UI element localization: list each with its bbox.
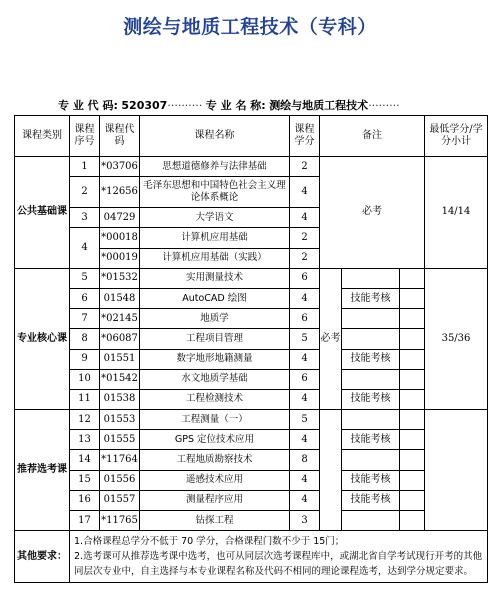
course-note (342, 511, 400, 531)
course-name: 遥感技术应用 (140, 470, 290, 490)
course-name: 工程测量（一） (140, 410, 290, 430)
course-name: 水文地质学基础 (140, 369, 290, 389)
course-code: 01555 (100, 430, 140, 450)
course-code: *12656 (100, 177, 140, 208)
course-note: 技能考核 (342, 389, 400, 409)
course-credit: 4 (290, 177, 320, 208)
course-credit: 6 (290, 309, 320, 329)
note-extra (400, 349, 425, 369)
header-seq: 课程序号 (70, 116, 100, 157)
course-name: 实用测量技术 (140, 268, 290, 288)
header-name: 课程名称 (140, 116, 290, 157)
course-code: 04729 (100, 208, 140, 228)
header-credit: 课程学分 (290, 116, 320, 157)
course-name: AutoCAD 绘图 (140, 288, 290, 308)
course-code: 01538 (100, 389, 140, 409)
dots: ·········· (167, 99, 203, 112)
other-requirements-text (70, 531, 488, 583)
page-title: 测绘与地质工程技术（专科） (123, 16, 377, 38)
course-credit: 2 (290, 157, 320, 177)
course-name: 计算机应用基础（实践） (140, 248, 290, 268)
min-credit (425, 410, 488, 531)
course-code: *11764 (100, 450, 140, 470)
course-credit: 4 (290, 288, 320, 308)
note-extra (400, 268, 425, 288)
course-code: 01548 (100, 288, 140, 308)
major-code-line (58, 97, 478, 113)
course-name: 思想道德修养与法律基础 (140, 157, 290, 177)
course-credit: 4 (290, 389, 320, 409)
dots: ········· (368, 99, 400, 112)
course-note (342, 309, 400, 329)
course-credit: 4 (290, 430, 320, 450)
course-seq: 15 (70, 470, 100, 490)
course-seq: 14 (70, 450, 100, 470)
course-credit: 2 (290, 248, 320, 268)
course-name: 工程项目管理 (140, 329, 290, 349)
course-seq: 6 (70, 288, 100, 308)
course-name: 数字地形地籍测量 (140, 349, 290, 369)
course-credit: 4 (290, 490, 320, 510)
category-elective: 推荐选考课 (15, 410, 70, 531)
header-note: 备注 (320, 116, 425, 157)
course-credit: 4 (290, 208, 320, 228)
course-note (342, 410, 400, 430)
course-seq: 5 (70, 268, 100, 288)
course-name: 地质学 (140, 309, 290, 329)
course-seq: 10 (70, 369, 100, 389)
note-required: 必考 (320, 268, 342, 409)
course-name: 大学语文 (140, 208, 290, 228)
course-note (342, 369, 400, 389)
course-code: 01557 (100, 490, 140, 510)
course-table (14, 115, 488, 583)
course-name: 测量程序应用 (140, 490, 290, 510)
course-credit: 5 (290, 329, 320, 349)
note-required: 必考 (320, 157, 425, 269)
note-extra (400, 511, 425, 531)
course-credit: 5 (290, 410, 320, 430)
code-label: 专 业 代 码: (58, 99, 118, 112)
note-extra (400, 309, 425, 329)
course-name: GPS 定位技术应用 (140, 430, 290, 450)
course-note (342, 450, 400, 470)
course-name: 计算机应用基础 (140, 228, 290, 248)
header-min-credit: 最低学分/学分小计 (425, 116, 488, 157)
note-extra (400, 430, 425, 450)
course-note: 技能考核 (342, 470, 400, 490)
min-credit: 14/14 (425, 157, 488, 269)
min-credit: 35/36 (425, 268, 488, 409)
course-name: 毛泽东思想和中国特色社会主义理论体系概论 (140, 177, 290, 208)
note-extra (400, 389, 425, 409)
course-code: *11765 (100, 511, 140, 531)
course-note (342, 329, 400, 349)
course-seq: 2 (70, 177, 100, 208)
course-seq: 7 (70, 309, 100, 329)
course-seq: 3 (70, 208, 100, 228)
course-credit: 4 (290, 470, 320, 490)
name-value: 测绘与地质工程技术 (269, 99, 369, 112)
course-note: 技能考核 (342, 490, 400, 510)
note-extra (400, 450, 425, 470)
requirement-2: 2.选考课可从推荐选考课中选考，也可从同层次选考课程库中，或湖北省自学考试现行开考的其他同层次专业中，自主选择与本专业课程名称及代码不相同的理论课程选考，达到学分规定要求。 (74, 551, 483, 578)
course-credit: 6 (290, 369, 320, 389)
requirement-1: 1.合格课程总学分不低于 70 学分，合格课程门数不少于 15门； (74, 536, 345, 548)
code-value: 520307 (121, 99, 168, 112)
category-core: 专业核心课 (15, 268, 70, 409)
course-credit: 8 (290, 450, 320, 470)
name-label: 专 业 名 称: (205, 99, 266, 112)
course-seq: 17 (70, 511, 100, 531)
header-category: 课程类别 (15, 116, 70, 157)
course-code: 01556 (100, 470, 140, 490)
note-main (320, 410, 342, 531)
course-seq: 16 (70, 490, 100, 510)
course-seq: 11 (70, 389, 100, 409)
course-name: 钻探工程 (140, 511, 290, 531)
course-code: *00019 (100, 248, 140, 268)
course-code: *06087 (100, 329, 140, 349)
other-requirements-label: 其他要求： (15, 531, 70, 583)
note-extra (400, 490, 425, 510)
course-code: *01542 (100, 369, 140, 389)
course-seq: 4 (70, 228, 100, 268)
course-code: *03706 (100, 157, 140, 177)
course-credit: 4 (290, 349, 320, 369)
header-code: 课程代码 (100, 116, 140, 157)
note-extra (400, 329, 425, 349)
header-row (15, 116, 488, 157)
course-seq: 9 (70, 349, 100, 369)
course-seq: 1 (70, 157, 100, 177)
course-seq: 12 (70, 410, 100, 430)
note-extra (400, 369, 425, 389)
course-code: 01551 (100, 349, 140, 369)
course-code: *00018 (100, 228, 140, 248)
course-name: 工程检测技术 (140, 389, 290, 409)
category-public-basic: 公共基础课 (15, 157, 70, 269)
course-note: 技能考核 (342, 288, 400, 308)
course-code: *02145 (100, 309, 140, 329)
note-extra (400, 410, 425, 430)
course-note: 技能考核 (342, 430, 400, 450)
course-seq: 13 (70, 430, 100, 450)
course-code: *01532 (100, 268, 140, 288)
course-credit: 6 (290, 268, 320, 288)
course-name: 工程地质勘察技术 (140, 450, 290, 470)
note-extra (400, 288, 425, 308)
course-credit: 3 (290, 511, 320, 531)
course-seq: 8 (70, 329, 100, 349)
course-credit: 2 (290, 228, 320, 248)
course-note: 技能考核 (342, 349, 400, 369)
course-code: 01553 (100, 410, 140, 430)
course-note (342, 268, 400, 288)
note-extra (400, 470, 425, 490)
